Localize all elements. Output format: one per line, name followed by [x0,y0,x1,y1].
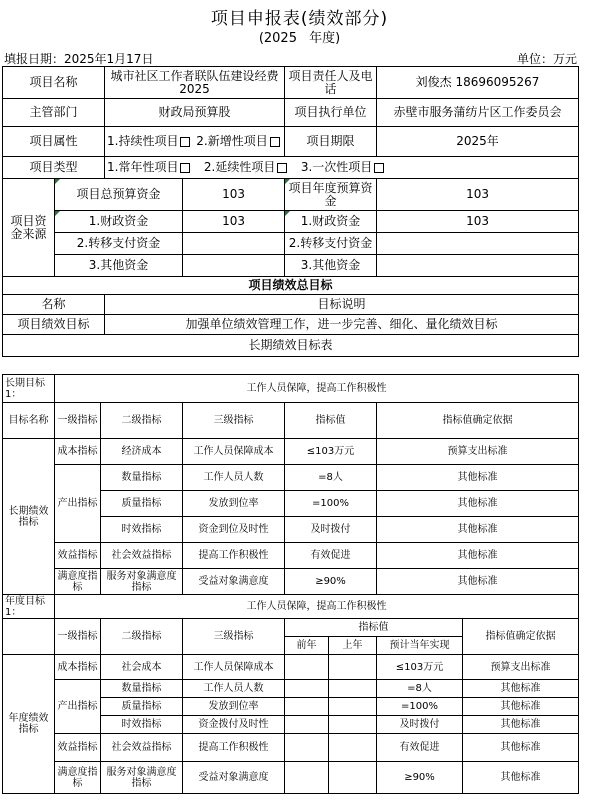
table-row [3,655,579,680]
annual-expect: 有效促进 [377,734,463,762]
long-l1-output: 产出指标 [55,465,101,543]
project-name-label: 项目名称 [3,67,105,99]
type-label: 项目类型 [3,157,105,179]
annual-header-l2: 二级指标 [101,619,183,655]
long-l3: 资金到位及时性 [183,517,285,543]
annual-group-label: 年度绩效指标 [3,655,55,794]
long-value: ≤103万元 [285,439,377,465]
annual-l3: 工作人员保障成本 [183,655,285,680]
total-budget-value: 103 [183,179,285,211]
period-value: 2025年 [377,127,579,157]
annual-expect: 及时拨付 [377,716,463,734]
form-year: (2025 年度) [258,31,341,46]
long-l3: 受益对象满意度 [183,569,285,595]
long-term-section-title: 长期绩效目标表 [3,335,579,357]
annual-l1-satisfaction: 满意度指标 [55,762,101,794]
annual-header-prev: 前年 [285,637,329,655]
long-l2: 服务对象满意度指标 [101,569,183,595]
checkbox-type-2[interactable] [277,163,287,173]
fiscal-funds-annual-label: 1.财政资金 [285,211,377,233]
annual-last [329,698,377,716]
exec-unit-label: 项目执行单位 [285,99,377,127]
long-value: =8人 [285,465,377,491]
annual-prev [285,762,329,794]
annual-expect: =100% [377,698,463,716]
annual-goal-text: 工作人员保障，提高工作积极性 [55,595,579,619]
period-label: 项目期限 [285,127,377,157]
funds-group-label: 项目资金来源 [3,179,55,277]
annual-l1-cost: 成本指标 [55,655,101,680]
transfer-funds-annual [377,233,579,255]
fiscal-funds-label: 1.财政资金 [55,211,183,233]
dept-label: 主管部门 [3,99,105,127]
annual-expect: ≤103万元 [377,655,463,680]
annual-header-l1: 一级指标 [55,619,101,655]
attr-label: 项目属性 [3,127,105,157]
annual-l3: 资金拨付及时性 [183,716,285,734]
annual-prev [285,655,329,680]
fill-date: 填报日期：2025年1月17日 [4,52,154,66]
long-l1-benefit: 效益指标 [55,543,101,569]
long-value: 及时拨付 [285,517,377,543]
transfer-funds-total [183,233,285,255]
owner-value: 刘俊杰 18696095267 [377,67,579,99]
goal-row-label: 项目绩效目标 [3,315,105,335]
other-funds-annual [377,255,579,277]
table-row [3,465,579,491]
transfer-funds-label: 2.转移支付资金 [55,233,183,255]
annual-basis: 其他标准 [463,762,579,794]
long-header-l1: 一级指标 [55,403,101,439]
annual-l2: 社会效益指标 [101,734,183,762]
type-value [105,157,579,179]
other-funds-total [183,255,285,277]
annual-basis: 预算支出标准 [463,655,579,680]
long-l1-satisfaction: 满意度指标 [55,569,101,595]
table-row [3,762,579,794]
long-l2: 质量指标 [101,491,183,517]
attr-option-continuing: 1.持续性项目 [107,134,179,148]
type-option-2: 2.延续性项目 [203,160,276,174]
long-l1-cost: 成本指标 [55,439,101,465]
long-l3: 发放到位率 [183,491,285,517]
long-basis: 预算支出标准 [377,439,579,465]
long-goal-label: 长期目标1： [3,375,55,403]
annual-expect: =8人 [377,680,463,698]
annual-prev [285,680,329,698]
annual-header-expect: 预计当年实现 [377,637,463,655]
long-basis: 其他标准 [377,569,579,595]
long-l2: 时效指标 [101,517,183,543]
table-row [3,734,579,762]
exec-unit-value: 赤壁市服务蒲纺片区工作委员会 [377,99,579,127]
annual-l2: 社会成本 [101,655,183,680]
form-title: 项目申报表(绩效部分) [210,9,389,29]
annual-budget-value: 103 [377,179,579,211]
checkbox-new[interactable] [270,137,280,147]
long-header-value: 指标值 [285,403,377,439]
table-row [3,569,579,595]
long-term-table [2,374,579,595]
other-funds-annual-label: 3.其他资金 [285,255,377,277]
annual-basis: 其他标准 [463,698,579,716]
annual-table [2,594,579,794]
annual-prev [285,734,329,762]
checkbox-continuing[interactable] [180,137,190,147]
annual-l2: 质量指标 [101,698,183,716]
goal-row-desc: 加强单位绩效管理工作，进一步完善、细化、量化绩效目标 [105,315,579,335]
annual-l2: 数量指标 [101,680,183,698]
annual-l3: 发放到位率 [183,698,285,716]
annual-basis: 其他标准 [463,680,579,698]
table-row [3,439,579,465]
long-basis: 其他标准 [377,543,579,569]
annual-header-basis: 指标值确定依据 [463,619,579,655]
type-option-3: 3.一次性项目 [300,160,373,174]
transfer-funds-annual-label: 2.转移支付资金 [285,233,377,255]
fiscal-funds-annual: 103 [377,211,579,233]
type-option-1: 1.常年性项目 [107,160,179,174]
long-group-label: 长期绩效指标 [3,439,55,595]
annual-l3: 受益对象满意度 [183,762,285,794]
long-goal-text: 工作人员保障，提高工作积极性 [55,375,579,403]
owner-label: 项目责任人及电话 [285,67,377,99]
annual-last [329,655,377,680]
annual-goal-label: 年度目标1： [3,595,55,619]
table-row [3,680,579,698]
annual-l3: 提高工作积极性 [183,734,285,762]
long-value: 有效促进 [285,543,377,569]
checkbox-type-3[interactable] [374,163,384,173]
project-info-table [2,66,579,357]
long-basis: 其他标准 [377,465,579,491]
long-basis: 其他标准 [377,491,579,517]
annual-l1-output: 产出指标 [55,680,101,734]
annual-last [329,680,377,698]
long-header-goal-name: 目标名称 [3,403,55,439]
long-l3: 工作人员人数 [183,465,285,491]
annual-header-l3: 三级指标 [183,619,285,655]
goal-desc-header: 目标说明 [105,295,579,315]
annual-header-last: 上年 [329,637,377,655]
unit-label: 单位：万元 [516,52,577,66]
annual-l2: 时效指标 [101,716,183,734]
annual-last [329,734,377,762]
annual-prev [285,698,329,716]
long-value: =100% [285,491,377,517]
annual-l3: 工作人员人数 [183,680,285,698]
annual-last [329,762,377,794]
long-basis: 其他标准 [377,517,579,543]
other-funds-label: 3.其他资金 [55,255,183,277]
long-header-l3: 三级指标 [183,403,285,439]
attr-option-new: 2.新增性项目 [196,134,268,148]
annual-basis: 其他标准 [463,716,579,734]
long-value: ≥90% [285,569,377,595]
goal-name-header: 名称 [3,295,105,315]
long-l2: 经济成本 [101,439,183,465]
annual-header-value: 指标值 [285,619,463,637]
total-budget-label: 项目总预算资金 [55,179,183,211]
annual-prev [285,716,329,734]
attr-value [105,127,285,157]
goal-section-title: 项目绩效总目标 [3,277,579,295]
fiscal-funds-total: 103 [183,211,285,233]
long-l3: 提高工作积极性 [183,543,285,569]
project-name-value: 城市社区工作者联队伍建设经费2025 [105,67,285,99]
checkbox-type-1[interactable] [180,163,190,173]
annual-expect: ≥90% [377,762,463,794]
long-l3: 工作人员保障成本 [183,439,285,465]
annual-basis: 其他标准 [463,734,579,762]
long-header-l2: 二级指标 [101,403,183,439]
long-header-basis: 指标值确定依据 [377,403,579,439]
dept-value: 财政局预算股 [105,99,285,127]
annual-l1-benefit: 效益指标 [55,734,101,762]
table-row [3,543,579,569]
annual-l2: 服务对象满意度指标 [101,762,183,794]
long-l2: 社会效益指标 [101,543,183,569]
long-l2: 数量指标 [101,465,183,491]
annual-budget-label: 项目年度预算资金 [285,179,377,211]
annual-last [329,716,377,734]
annual-header-blank [3,619,55,655]
